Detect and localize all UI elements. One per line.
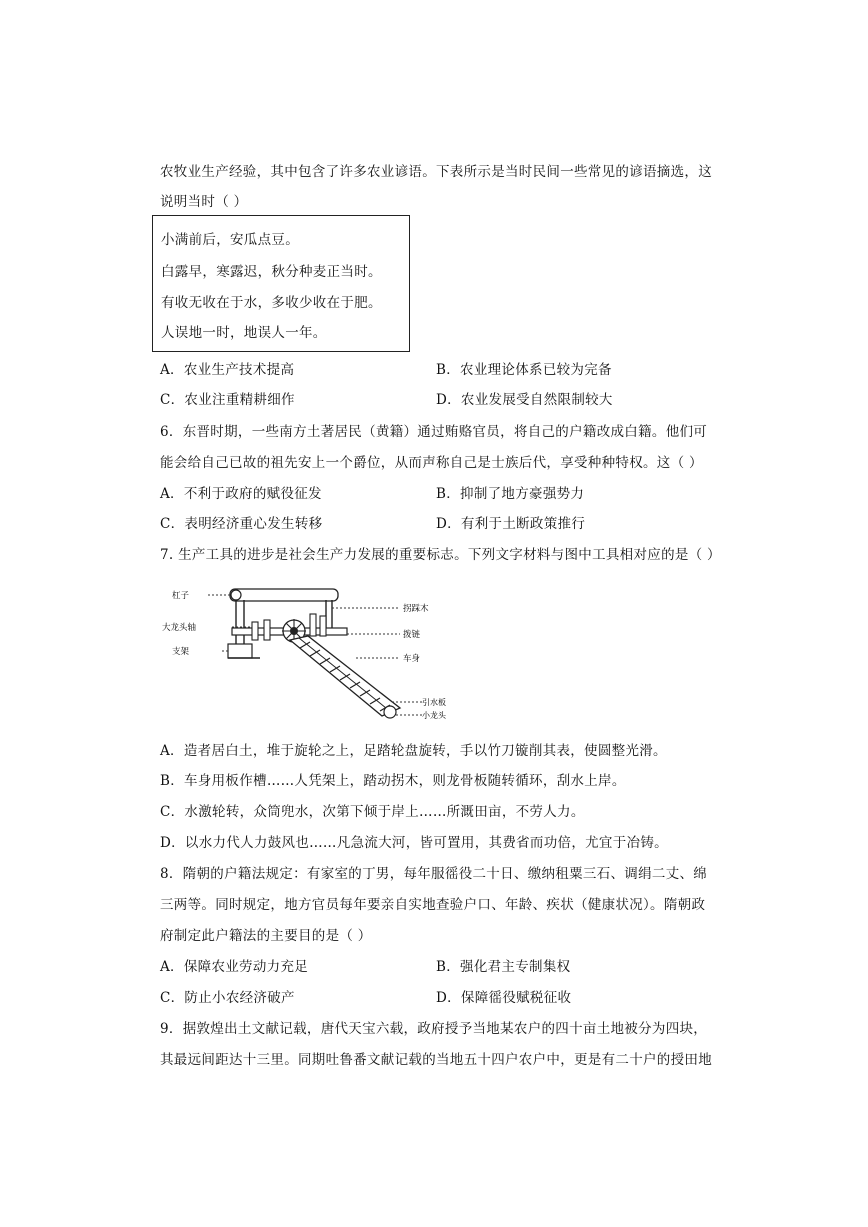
- proverb-1: 小满前后，安瓜点豆。: [161, 232, 299, 248]
- q5-option-a[interactable]: A．农业生产技术提高: [160, 362, 295, 378]
- proverb-3: 有收无收在于水，多收少收在于肥。: [161, 295, 382, 311]
- q7-option-a[interactable]: A．造者居白土，堆于旋轮之上，足踏轮盘旋转，手以竹刀镟削其表，使圆整光滑。: [160, 743, 667, 759]
- label-chezhou: 车身: [403, 654, 421, 664]
- q7-option-c[interactable]: C．水激轮转，众筒兜水，次第下倾于岸上……所溉田亩，不劳人力。: [160, 804, 585, 820]
- q6-option-c[interactable]: C．表明经济重心发生转移: [160, 516, 323, 532]
- q8-stem-line2: 三两等。同时规定，地方官员每年要亲自实地查验户口、年龄、疾状（健康状况）。隋朝政: [160, 897, 706, 913]
- q5-stem-line1: 农牧业生产经验，其中包含了许多农业谚语。下表所示是当时民间一些常见的谚语摘选，这: [160, 164, 712, 180]
- label-gangzi: 杠子: [172, 591, 190, 601]
- q7-option-b[interactable]: B．车身用板作槽……人凭架上，踏动拐木，则龙骨板随转循环，刮水上岸。: [160, 773, 626, 789]
- q5-option-d[interactable]: D．农业发展受自然限制较大: [436, 392, 613, 408]
- label-guaijiu: 拐踩木: [403, 604, 429, 614]
- q6-option-d[interactable]: D．有利于土断政策推行: [436, 516, 586, 532]
- q8-option-b[interactable]: B．强化君主专制集权: [436, 959, 571, 975]
- label-xiaolongtou: 小龙头: [422, 711, 446, 720]
- q5-option-c[interactable]: C．农业注重精耕细作: [160, 392, 295, 408]
- q8-stem-line1: 8．隋朝的户籍法规定：有家室的丁男，每年服徭役二十日、缴纳租粟三石、调绢二丈、绵: [160, 866, 708, 882]
- q7-option-d[interactable]: D．以水力代人力鼓风也……凡急流大河，皆可置用，其费省而功倍，尤宜于冶铸。: [160, 835, 668, 851]
- q6-stem-line1: 6．东晋时期，一些南方土著居民（黄籍）通过贿赂官员，将自己的户籍改成白籍。他们可: [160, 424, 708, 440]
- proverb-4: 人误地一时，地误人一年。: [161, 325, 327, 341]
- q8-stem-line3: 府制定此户籍法的主要目的是（ ）: [160, 928, 372, 944]
- q5-stem-line2: 说明当时（ ）: [160, 194, 248, 210]
- label-yinshuiban: 引水板: [422, 698, 446, 707]
- label-zhijia: 支架: [172, 647, 190, 657]
- q6-option-a[interactable]: A．不利于政府的赋役征发: [160, 486, 322, 502]
- label-dalunzhou: 大龙头轴: [162, 623, 197, 633]
- q8-option-d[interactable]: D．保障徭役赋税征收: [436, 990, 572, 1006]
- square-pallet-chain-pump-figure: [160, 578, 460, 728]
- q8-option-c[interactable]: C．防止小农经济破产: [160, 990, 295, 1006]
- q6-stem-line2: 能会给自己已故的祖先安上一个爵位，从而声称自己是士族后代，享受种种特权。这（ ）: [160, 455, 703, 471]
- label-bolun: 拨链: [403, 630, 421, 640]
- proverb-2: 白露早，寒露迟，秋分种麦正当时。: [161, 264, 382, 280]
- q8-option-a[interactable]: A．保障农业劳动力充足: [160, 959, 309, 975]
- q7-stem: 7. 生产工具的进步是社会生产力发展的重要标志。下列文字材料与图中工具相对应的是（ ）: [160, 547, 721, 563]
- q5-option-b[interactable]: B．农业理论体系已较为完备: [436, 362, 612, 378]
- q9-stem-line1: 9．据敦煌出土文献记载，唐代天宝六载，政府授予当地某农户的四十亩土地被分为四块，: [160, 1021, 708, 1037]
- proverb-table: [152, 215, 410, 352]
- q9-stem-line2: 其最远间距达十三里。同期吐鲁番文献记载的当地五十四户农户中，更是有二十户的授田地: [160, 1052, 712, 1068]
- q6-option-b[interactable]: B．抑制了地方豪强势力: [436, 486, 585, 502]
